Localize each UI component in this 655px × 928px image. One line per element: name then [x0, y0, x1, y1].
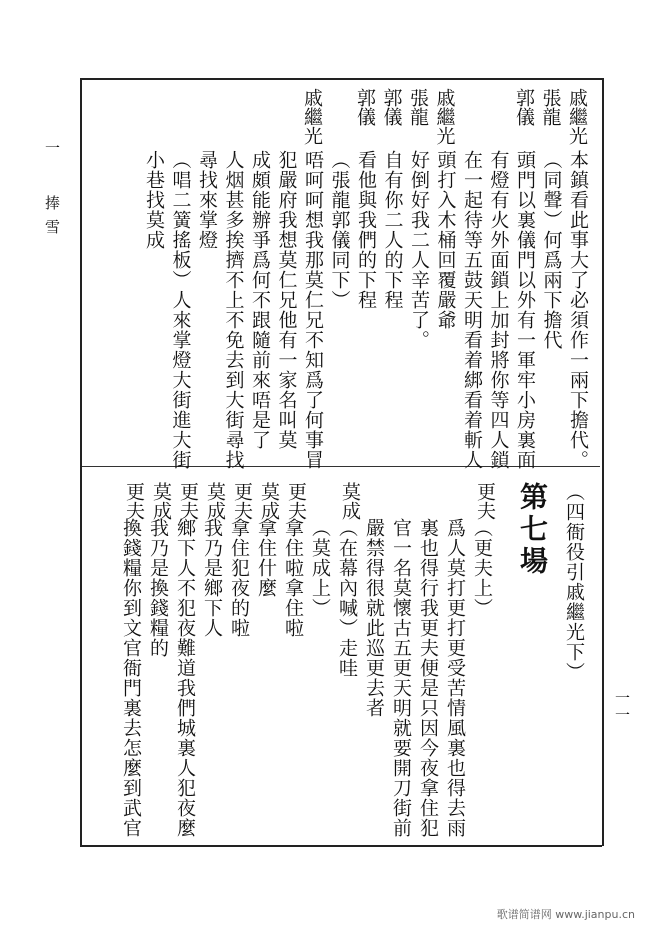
speaker-label: 更夫 [231, 482, 253, 520]
dialogue-line: 人烟甚多挨擠不上不免去到大街尋找 [222, 150, 245, 470]
dialogue-line: 嚴禁得很就此巡更去者 [363, 518, 385, 718]
dialogue-line: 拿住啦拿住啦 [282, 518, 304, 638]
left-page-number: 一 [43, 140, 61, 157]
dialogue-line: 自有你二人的下程 [381, 150, 404, 310]
speaker-label: 莫成 [150, 482, 172, 520]
speaker-label: 戚繼光 [301, 88, 323, 145]
dialogue-line: 成頗能辦爭爲何不跟隨前來唔是了 [249, 150, 271, 450]
dialogue-line: 我乃是換錢糧的 [147, 518, 169, 658]
speaker-label: 更夫 [123, 482, 145, 520]
dialogue-line: 我乃是鄉下人 [201, 518, 223, 638]
dialogue-line: 本鎮看此事大了必須作一兩下擔代。 [567, 150, 589, 470]
dialogue-line: （張龍郭儀同下） [328, 150, 351, 310]
dialogue-line: 小巷找莫成 [143, 150, 165, 250]
dialogue-line: 在一起待等五鼓天明看着綁看着斬人 [461, 150, 483, 470]
watermark: 歌谱简谱网 www.jianpu.cn [496, 908, 635, 921]
speaker-label: 戚繼光 [433, 88, 456, 145]
dialogue-line: 爲人莫打更打更受苦情風裏也得去雨 [444, 518, 466, 838]
speaker-label: 郭儀 [380, 88, 403, 126]
dialogue-line: 看他與我們的下程 [355, 150, 377, 310]
book-title: 捧 雪 [43, 195, 61, 236]
dialogue-line: （唱二簧搖板）人來掌燈大街進大街 [169, 150, 192, 470]
dialogue-line: 尋找來掌燈 [196, 150, 218, 250]
speaker-label: 郭儀 [354, 88, 376, 126]
bottom-rule [80, 845, 602, 847]
scene-title: 第七場 [516, 482, 549, 578]
speaker-label: 莫成 [204, 482, 226, 520]
dialogue-line: 官一名莫懷古五更天明就要開刀街前 [390, 518, 412, 838]
speaker-label: 戚繼光 [566, 88, 588, 145]
dialogue-line: （更夫上） [471, 518, 493, 618]
speaker-label: 莫成 [339, 482, 361, 520]
dialogue-line: 裏也得行我更夫便是只因今夜拿住犯 [417, 518, 439, 838]
dialogue-line: （同聲）何爲兩下擔代 [540, 150, 563, 350]
dialogue-line: 拿住犯夜的啦 [228, 518, 250, 638]
speaker-label: 更夫 [177, 482, 199, 520]
dialogue-line: 犯嚴府我想莫仁兄他有一家名叫莫 [275, 150, 298, 450]
speaker-label: 郭儀 [513, 88, 535, 126]
dialogue-line: 頭打入木桶回覆嚴爺 [434, 150, 457, 330]
speaker-label: 更夫 [474, 482, 496, 520]
dialogue-line: 唔呵呵想我那莫仁兄不知爲了何事冒 [302, 150, 324, 470]
speaker-label: 張龍 [407, 88, 429, 126]
speaker-label: 張龍 [539, 88, 562, 126]
dialogue-line: 鄉下人不犯夜難道我們城裏人犯夜麼 [174, 518, 196, 838]
dialogue-line: 拿住什麼 [255, 518, 277, 598]
speaker-label: 更夫 [285, 482, 307, 520]
speaker-label: 莫成 [258, 482, 280, 520]
dialogue-line: 頭門以裏儀門以外有一軍牢小房裏面 [514, 150, 536, 470]
top-rule [80, 78, 602, 80]
dialogue-line: （在幕內喊）走哇 [336, 518, 358, 678]
dialogue-line: 有燈有火外面鎖上加封將你等四人鎖 [487, 150, 510, 470]
dialogue-line: 換錢糧你到文官衙門裏去怎麼到武官 [120, 518, 142, 838]
dialogue-line: （莫成上） [309, 518, 331, 618]
right-page-number: 一一 [613, 690, 631, 724]
stage-direction: （四衙役引戚繼光下） [563, 482, 585, 682]
dialogue-line: 好倒好我二人辛苦了。 [408, 150, 430, 350]
